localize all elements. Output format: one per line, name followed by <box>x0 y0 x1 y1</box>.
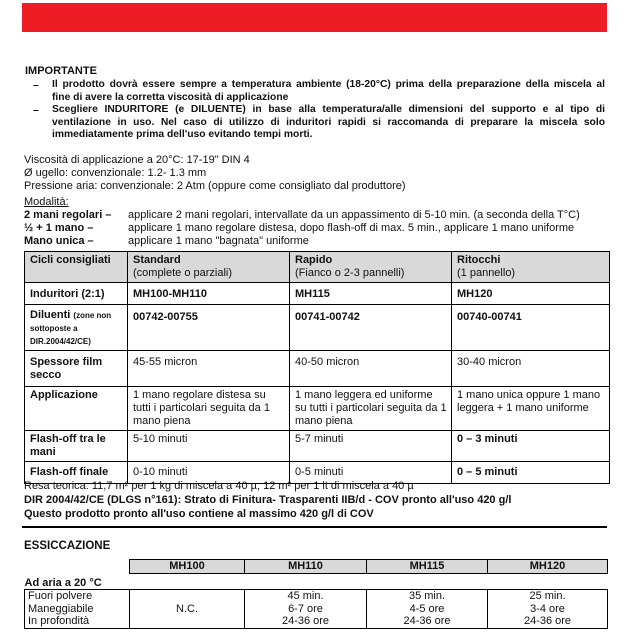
essiccazione-table <box>24 559 608 629</box>
important-bullet-1: Il prodotto dovrà essere sempre a temperatura ambiente (18-20°C) prima della preparazione della miscela al fine di avere la corretta viscosità di applicazione <box>52 79 605 103</box>
table-row <box>25 351 610 387</box>
table-cell: 45-55 micron <box>128 351 290 387</box>
table-cell: 0-5 minuti <box>290 462 452 484</box>
row-label: Applicazione <box>25 387 128 431</box>
modalita-desc: applicare 2 mani regolari, intervallate da un appassimento di 5-10 min. (a seconda della T°C) <box>128 209 580 221</box>
row-label: Flash-off finale <box>25 462 128 484</box>
table-row <box>25 387 610 431</box>
row-label: Flash-off tra le mani <box>25 431 128 462</box>
row-labels <box>25 590 130 629</box>
row-label: Diluenti (zone non sottoposte a DIR.2004/42/CE) <box>25 305 128 351</box>
header-cell: Rapido (Fianco o 2-3 pannelli) <box>290 252 452 283</box>
section-divider <box>22 526 607 528</box>
spec-ugello: Ø ugello: convenzionale: 1.2- 1.3 mm <box>24 167 207 179</box>
bullet-marker: – <box>33 105 39 116</box>
header-cell: Standard (complete o parziali) <box>128 252 290 283</box>
table-cell: 5-10 minuti <box>128 431 290 462</box>
header-cell: MH110 <box>245 560 367 574</box>
empty-cell <box>25 560 130 574</box>
table-row <box>25 305 610 351</box>
empty-cell <box>367 574 488 590</box>
cicli-table <box>24 251 610 484</box>
resa-teorica: Resa teorica: 11,7 m² per 1 kg di miscela a 40 µ; 12 m² per 1 lt di miscela a 40 µ <box>24 480 414 492</box>
essiccazione-title: ESSICCAZIONE <box>24 540 111 552</box>
modalita-term: Mano unica – <box>24 235 94 247</box>
table-row <box>25 431 610 462</box>
important-bullet-2: Scegliere INDURITORE (e DILUENTE) in base alla temperatura/alle dimensioni del supporto e al tipo di ventilazione in uso. Nel caso di utilizzo di induritori rapidi si raccomanda di preparare la miscela solo immediatamente prima dell'uso evitando tempi morti. <box>52 104 605 140</box>
table-cell: 1 mano leggera ed uniforme su tutti i particolari seguita da 1 mano piena <box>290 387 452 431</box>
empty-cell <box>245 574 367 590</box>
modalita-desc: applicare 1 mano regolare distesa, dopo flash-off di max. 5 min., applicare 1 mano uniforme <box>128 222 575 234</box>
table-cell: N.C. <box>130 590 245 629</box>
important-title: IMPORTANTE <box>25 65 97 77</box>
row-label: Induritori (2:1) <box>25 283 128 305</box>
table-cell: 45 min. 6-7 ore 24-36 ore <box>245 590 367 629</box>
table-header-row <box>25 560 608 574</box>
spec-pressione: Pressione aria: convenzionale: 2 Atm (oppure come consigliato dal produttore) <box>24 180 406 192</box>
row-label: Spessore film secco <box>25 351 128 387</box>
label-maneggiabile: Maneggiabile <box>28 602 94 615</box>
header-cell: MH100 <box>130 560 245 574</box>
table-cell: 25 min. 3-4 ore 24-36 ore <box>488 590 608 629</box>
table-row <box>25 283 610 305</box>
modalita-title: Modalità: <box>24 196 69 208</box>
table-cell: 0 – 3 minuti <box>452 431 610 462</box>
table-row <box>25 590 608 629</box>
table-cell: MH120 <box>452 283 610 305</box>
table-cell: 1 mano unica oppure 1 mano leggera + 1 mano uniforme <box>452 387 610 431</box>
table-cell: 30-40 micron <box>452 351 610 387</box>
table-cell: 35 min. 4-5 ore 24-36 ore <box>367 590 488 629</box>
modalita-desc: applicare 1 mano "bagnata" uniforme <box>128 235 309 247</box>
essiccazione-subtitle: Ad aria a 20 °C <box>24 576 102 589</box>
empty-cell <box>488 574 608 590</box>
dir-text: DIR 2004/42/CE (DLGS n°161): Strato di Finitura- Trasparenti IIB/d - COV pronto all'uso 420 g/l <box>24 494 512 506</box>
table-cell: 40-50 micron <box>290 351 452 387</box>
label-in-profondita: In profondità <box>28 615 90 627</box>
table-cell: 1 mano regolare distesa su tutti i particolari seguita da 1 mano piena <box>128 387 290 431</box>
table-cell: 00740-00741 <box>452 305 610 351</box>
table-cell: 00741-00742 <box>290 305 452 351</box>
subtitle-row <box>25 574 608 590</box>
empty-cell <box>130 574 245 590</box>
table-cell: MH115 <box>290 283 452 305</box>
header-cell: MH120 <box>488 560 608 574</box>
table-cell: 5-7 minuti <box>290 431 452 462</box>
header-red-bar <box>22 3 607 32</box>
header-cell: Ritocchi (1 pannello) <box>452 252 610 283</box>
header-cell: Cicli consigliati <box>25 252 128 283</box>
table-cell: 0-10 minuti <box>128 462 290 484</box>
spec-viscosita: Viscosità di applicazione a 20°C: 17-19" DIN 4 <box>24 154 250 166</box>
table-cell: 00742-00755 <box>128 305 290 351</box>
table-cell: MH100-MH110 <box>128 283 290 305</box>
label-fuori-polvere: Fuori polvere <box>28 590 93 602</box>
modalita-term: 2 mani regolari – <box>24 209 112 221</box>
header-cell: MH115 <box>367 560 488 574</box>
row-label-note: (zone non sottoposte a DIR.2004/42/CE) <box>30 311 112 346</box>
modalita-term: ½ + 1 mano – <box>24 222 94 234</box>
cov-text: Questo prodotto pronto all'uso contiene al massimo 420 g/l di COV <box>24 508 374 520</box>
bullet-marker: – <box>33 80 39 91</box>
table-header-row <box>25 252 610 283</box>
table-cell: 0 – 5 minuti <box>452 462 610 484</box>
